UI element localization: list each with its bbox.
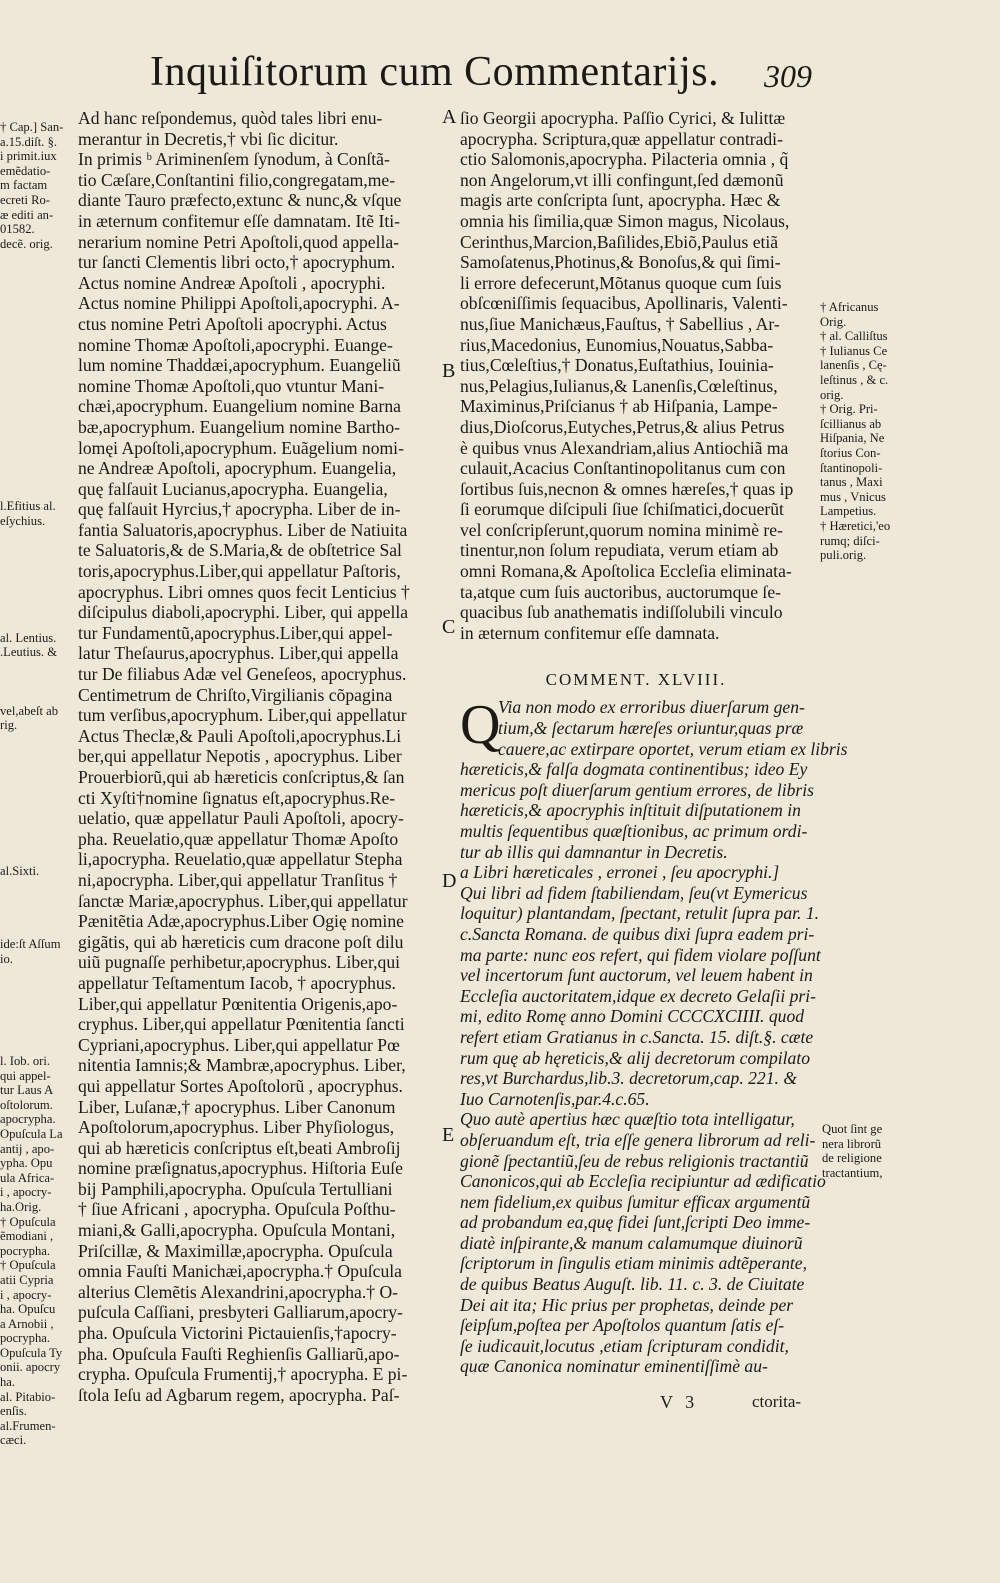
text-line: quę falſauit Lucianus,apocrypha. Euangelia, xyxy=(78,478,388,499)
margin-note: tanus , Maxi xyxy=(820,475,883,490)
comment-line: Eccleſia auctoritatem,idque ex decreto Gelaſii pri- xyxy=(460,985,816,1006)
comment-line: multis ſequentibus quæſtionibus, ac primum ordi- xyxy=(460,821,808,841)
text-line: bæ,apocryphum. Euangelium nomine Bartho- xyxy=(78,416,400,437)
right-margin-note-genera xyxy=(822,1122,918,1180)
comment-line: res,vt Burchardus,lib.3. decretorum,cap. 221. & xyxy=(460,1068,798,1089)
margin-note xyxy=(0,397,76,412)
text-line: qui appellatur Sortes Apoſtolorũ , apocryphus. xyxy=(78,1075,403,1096)
text-line: Liber,qui appellatur Pœnitentia Origenis,apo- xyxy=(78,993,398,1014)
text-line: nerarium nomine Petri Apoſtoli,quod appella- xyxy=(78,231,400,252)
comment-line: ſcriptorum in ſingulis etiam minimis adtẽperante, xyxy=(460,1253,807,1274)
margin-note xyxy=(0,966,76,981)
text-line: ta,atque cum ſuis auctoribus, auctorumque ſe- xyxy=(460,581,781,602)
margin-note: † Africanus xyxy=(820,300,879,314)
comment-line: loquitur) plantandam, ſpectant, retulit ſupra par. 1. xyxy=(460,903,820,924)
text-line: apocryphus. Libri omnes quos fecit Lenticius † xyxy=(78,581,410,602)
margin-note xyxy=(0,354,76,369)
page-number: 309 xyxy=(764,58,812,94)
text-line: te Saluatoris,& de S.Maria,& de obſtetrice Sal xyxy=(78,540,402,561)
margin-note: al. Lentius. xyxy=(0,630,57,645)
text-line: ſanctæ Mariæ,apocryphus. Liber,qui appellatur xyxy=(78,890,408,911)
margin-note: ſtorius Con- xyxy=(820,445,881,460)
text-line: obſcœniſſimis ſequacibus, Apollinaris, Valenti- xyxy=(460,293,788,314)
text-line: Cypriani,apocryphus. Liber,qui appellatur Pœ xyxy=(78,1034,400,1055)
text-line: diſcipulus diaboli,apocryphi. Liber, qui appella xyxy=(78,602,409,623)
margin-note xyxy=(0,543,76,558)
section-letter-e: E xyxy=(442,1124,455,1146)
margin-note: rig. xyxy=(0,718,18,733)
comment-line: Qui libri ad fidem ſtabiliendam, ſeu(vt Eymericus xyxy=(460,882,808,903)
text-line: pha. Opuſcula Fauſti Reghienſis Galliarũ,apo- xyxy=(78,1343,400,1364)
margin-note xyxy=(0,324,76,339)
margin-note: ha. Opuſcu xyxy=(0,1302,56,1317)
comment-line: hæreticis,& falſa dogmata continentibus; ideo Ey xyxy=(460,759,808,780)
text-line: tinentur,non ſolum repudiata, verum etiam ab xyxy=(460,540,779,561)
margin-note: vel,abeſt ab xyxy=(0,703,59,718)
comment-line: rum quę ab hęreticis,& alij decretorum compilato xyxy=(460,1047,811,1068)
running-title: Inquiſitorum cum Commentarijs. xyxy=(150,49,720,95)
comment-line: vel incertorum ſunt auctorum, vel leuem habent in xyxy=(460,965,813,986)
margin-note: Lampetius. xyxy=(820,504,877,519)
margin-note: de religione xyxy=(822,1151,882,1166)
margin-note: oſtolorum. xyxy=(0,1097,53,1112)
margin-note: ula Africa- xyxy=(0,1170,55,1185)
margin-note xyxy=(0,441,76,456)
comment-line: c.Sancta Romana. de quibus dixi ſupra eadem pri- xyxy=(460,923,815,944)
margin-note: enſis. xyxy=(0,1404,27,1419)
margin-note: al. Pitabio- xyxy=(0,1389,56,1404)
margin-note xyxy=(0,1010,76,1025)
comment-line: tium,& ſectarum hæreſes oriuntur,quas præ xyxy=(498,718,804,739)
margin-note xyxy=(0,426,76,441)
margin-note xyxy=(0,295,76,310)
margin-note: ecreti Ro- xyxy=(0,192,50,207)
comment-drop-lines xyxy=(460,694,848,759)
margin-note xyxy=(0,879,76,894)
margin-note xyxy=(0,1025,76,1040)
margin-note xyxy=(0,485,76,500)
text-line: qui ab hæreticis conſcriptus eſt,beati Ambroſij xyxy=(78,1137,401,1158)
comment-line: obſeruandum eſt, tria eſſe genera librorum ad reli- xyxy=(460,1129,816,1150)
margin-note xyxy=(0,981,76,996)
margin-note: al.Sixti. xyxy=(0,864,40,879)
text-line: Actus nomine Andreæ Apoſtoli , apocryphi. xyxy=(78,272,386,293)
left-column-text xyxy=(78,108,430,1405)
margin-note: Hiſpania, Ne xyxy=(820,431,885,446)
text-line: latur Theſaurus,apocryphus. Liber,qui appella xyxy=(78,643,399,664)
text-line: nus,ſiue Manichæus,Fauſtus, † Sabellius , Ar- xyxy=(460,313,780,334)
margin-note: ha. xyxy=(0,1375,16,1390)
comment-opening xyxy=(460,694,848,759)
margin-note: † Opuſcula xyxy=(0,1214,56,1229)
margin-note xyxy=(0,660,76,675)
text-line: in æternum confitemur eſſe damnata. xyxy=(460,622,720,643)
margin-note xyxy=(0,616,76,631)
text-line: Priſcillæ, & Maximillæ,apocrypha. Opuſcula xyxy=(78,1240,393,1261)
margin-note xyxy=(0,587,76,602)
comment-line: Via non modo ex erroribus diuerſarum gen- xyxy=(498,697,805,718)
text-line: ſtola Ieſu ad Agbarum regem, apocrypha. Paſ- xyxy=(78,1384,400,1405)
left-margin-notes xyxy=(0,120,76,1448)
comment-line: Iuo Carnotenſis,par.4.c.65. xyxy=(460,1088,650,1109)
margin-note: tur Laus A xyxy=(0,1083,54,1098)
margin-note xyxy=(0,383,76,398)
text-line: bij Pamphili,apocrypha. Opuſcula Tertulliani xyxy=(78,1178,393,1199)
text-line: ne Andreæ Apoſtoli, apocryphum. Euangelia, xyxy=(78,458,397,479)
text-line: appellatur Teſtamentum Iacob, † apocryphus. xyxy=(78,972,396,993)
text-line: li,apocrypha. Reuelatio,quæ appellatur Stepha xyxy=(78,849,403,870)
margin-note xyxy=(0,923,76,938)
text-line: tio Cæſare,Conſtantini filio,congregatam,me- xyxy=(78,169,396,190)
section-letter-d: D xyxy=(442,870,457,892)
margin-note: 01582. xyxy=(0,222,35,237)
comment-line: diatè inſpirante,& manum calamumque diuinorũ xyxy=(460,1232,803,1253)
margin-note: pocrypha. xyxy=(0,1243,51,1258)
comment-line: ad probandum ea,quę fidei ſunt,ſcripti Deo imme- xyxy=(460,1212,811,1233)
section-letter-a: A xyxy=(442,106,457,128)
margin-note xyxy=(0,310,76,325)
text-line: nomine præſignatus,apocryphus. Hiſtoria Euſe xyxy=(78,1158,403,1179)
margin-note: decẽ. orig. xyxy=(0,236,53,251)
comment-line: hæreticis,& apocryphis inſtituit diſputationem in xyxy=(460,800,801,821)
margin-note xyxy=(0,791,76,806)
comment-line: a Libri hæreticales , erronei , ſeu apocryphi.] xyxy=(460,862,780,883)
text-line: cti Xyſti†nomine ſignatus eſt,apocryphus.Re- xyxy=(78,787,396,808)
margin-note xyxy=(0,412,76,427)
margin-note: al.Frumen- xyxy=(0,1418,56,1433)
text-line: fantia Saluatoris,apocryphus. Liber de Natiuita xyxy=(78,519,408,540)
margin-note: onii. apocry xyxy=(0,1360,61,1375)
margin-note xyxy=(0,806,76,821)
text-line: rius,Macedonius, Eunomius,Nouatus,Sabba- xyxy=(460,334,774,355)
comment-line: cauere,ac extirpare oportet, verum etiam ex libris xyxy=(498,738,848,759)
text-line: vel conſcripſerunt,quorum nomina minimè re- xyxy=(460,519,783,540)
margin-note: antij , apo- xyxy=(0,1141,55,1156)
margin-note: puli.orig. xyxy=(820,548,867,563)
margin-note xyxy=(0,266,76,281)
section-letter-b: B xyxy=(442,360,456,382)
margin-note xyxy=(0,748,76,763)
margin-note xyxy=(0,733,76,748)
margin-note xyxy=(0,529,76,544)
margin-note xyxy=(0,850,76,865)
comment-body xyxy=(460,759,826,1377)
text-line: nomine Thomæ Apoſtoli,quo vtuntur Mani- xyxy=(78,375,385,396)
margin-note: l.Efitius al. xyxy=(0,499,56,514)
text-line: Apoſtolorum,apocryphus. Liber Phyſiologus, xyxy=(78,1117,395,1138)
margin-note xyxy=(0,572,76,587)
margin-note: ſcillianus ab xyxy=(820,416,882,431)
text-line: ctus nomine Petri Apoſtoli apocryphi. Actus xyxy=(78,313,387,334)
margin-note: pocrypha. xyxy=(0,1331,51,1346)
margin-note xyxy=(0,558,76,573)
text-line: Centimetrum de Chriſto,Virgilianis cõpagina xyxy=(78,684,393,705)
margin-note: ha.Orig. xyxy=(0,1199,42,1214)
margin-note xyxy=(0,470,76,485)
text-line: † ſiue Africani , apocrypha. Opuſcula Poſthu- xyxy=(78,1199,396,1220)
text-line: Actus nomine Philippi Apoſtoli,apocryphi. A- xyxy=(78,293,400,314)
comment-line: ſe iudicauit,locutus ,etiam ſcripturam condidit, xyxy=(460,1335,789,1356)
text-line: apocrypha. Scriptura,quæ appellatur contradi- xyxy=(460,128,783,149)
text-line: toris,apocryphus.Liber,qui appellatur Paſtoris, xyxy=(78,561,401,582)
text-line: quacibus ſub anathematis indiſſolubili vinculo xyxy=(460,602,783,623)
comment-line: nem fidelium,ex quibus ſumitur efficax argumentũ xyxy=(460,1191,811,1212)
text-line: tur ſancti Clementis libri octo,† apocryphum. xyxy=(78,252,396,273)
text-line: ſi eorumque diſcipuli ſiue ſchiſmatici,docuerũt xyxy=(460,499,784,520)
margin-note: emẽdatio- xyxy=(0,163,51,178)
margin-note: nera librorũ xyxy=(822,1136,882,1151)
margin-note: mus , Vnicus xyxy=(820,489,886,504)
margin-note: i primit.iux xyxy=(0,149,57,164)
margin-note: lanenſis , Cę- xyxy=(820,358,887,373)
margin-note xyxy=(0,762,76,777)
text-line: crypha. Opuſcula Frumentij,† apocrypha. E pi- xyxy=(78,1364,408,1385)
margin-note: l. Iob. ori. xyxy=(0,1054,51,1068)
text-line: uelatio, quæ appellatur Pauli Apoſtoli, apocry- xyxy=(78,808,404,829)
text-line: omnia his ſimilia,quæ Simon magus, Nicolaus, xyxy=(460,210,790,231)
margin-note xyxy=(0,821,76,836)
text-line: puſcula Caſſiani, presbyteri Galliarum,apocry- xyxy=(78,1302,403,1323)
margin-note: Opuſcula Ty xyxy=(0,1345,63,1360)
text-line: dius,Dioſcorus,Eutyches,Petrus,& alius Petrus xyxy=(460,416,785,437)
margin-note xyxy=(0,675,76,690)
text-line: pha. Reuelatio,quæ appellatur Thomæ Apoſto xyxy=(78,828,399,849)
text-line: lomęi Apoſtoli,apocryphum. Euãgelium nomi- xyxy=(78,437,404,458)
margin-note: atii Cypria xyxy=(0,1272,54,1287)
comment-line: Quo autè apertius hæc quæſtio tota intelligatur, xyxy=(460,1109,795,1130)
margin-note: io. xyxy=(0,951,13,966)
margin-note: apocrypha. xyxy=(0,1112,56,1127)
margin-note: m factam xyxy=(0,178,48,193)
margin-note: cæci. xyxy=(0,1433,27,1448)
margin-note xyxy=(0,281,76,296)
margin-note: Orig. xyxy=(820,314,847,329)
text-line: Actus Theclæ,& Pauli Apoſtoli,apocryphus.Li xyxy=(78,725,402,746)
comment-line: de quibus Beatus Auguſt. lib. 11. c. 3. de Ciuitate xyxy=(460,1274,805,1295)
text-line: miani,& Galli,apocrypha. Opuſcula Montani, xyxy=(78,1220,396,1241)
catchword: ctorita- xyxy=(752,1392,802,1411)
text-line: nomine Thomæ Apoſtoli,apocryphi. Euange- xyxy=(78,334,393,355)
comment-line: ſeipſum,poſtea per Apoſtolos quantum ſatis eſ- xyxy=(460,1315,785,1336)
comment-line: refert etiam Gratianus in c.Sancta. 15. diſt.§. cæte xyxy=(460,1026,814,1047)
margin-note xyxy=(0,368,76,383)
margin-note xyxy=(0,835,76,850)
margin-note: tractantium, xyxy=(822,1165,883,1180)
text-line: ber,qui appellatur Nepotis , apocryphus. Liber xyxy=(78,746,402,767)
text-line: merantur in Decretis,† vbi ſic dicitur. xyxy=(78,128,339,149)
comment-line: quæ Canonica nominatur eminentiſſimè au- xyxy=(460,1356,768,1377)
margin-note: orig. xyxy=(820,387,844,402)
margin-note xyxy=(0,1039,76,1054)
text-line: pha. Opuſcula Victorini Pictauienſis,†apocry- xyxy=(78,1323,397,1344)
text-line: ni,apocrypha. Liber,qui appellatur Tranſitus † xyxy=(78,869,398,890)
text-line: uiũ pugnaſſe perhibetur,apocryphus. Liber,qui xyxy=(78,952,401,973)
comment-line: tur ab illis qui damnantur in Decretis. xyxy=(460,841,728,862)
margin-note: † al. Calliſtus xyxy=(820,329,888,344)
margin-note: † Cap.] San- xyxy=(0,120,64,134)
signature-mark: V 3 xyxy=(660,1392,699,1412)
text-line: omni Romana,& Apoſtolica Eccleſia eliminata- xyxy=(460,561,792,582)
text-line: gigãtis, qui ab hæreticis cum dracone poſt dilu xyxy=(78,931,404,952)
text-line: culauit,Acacius Conſtantinopolitanus cum con xyxy=(460,458,786,479)
text-line: ctio Salomonis,apocrypha. Pilacteria omnia , q̃ xyxy=(460,149,789,170)
margin-note: ide:ſt Aſſum xyxy=(0,937,61,952)
text-line: Maximinus,Priſcianus † ab Hiſpania, Lampe- xyxy=(460,396,778,417)
margin-note: rumq; diſci- xyxy=(820,533,880,548)
text-line: chæi,apocryphum. Euangelium nomine Barna xyxy=(78,396,401,417)
text-line: è quibus vnus Alexandriam,alius Antiochiã ma xyxy=(460,437,789,458)
comment-heading: COMMENT. XLVIII. xyxy=(545,670,727,690)
margin-note: † Iulianus Ce xyxy=(820,343,888,358)
text-line: Prouerbiorũ,qui ab hæreticis conſcriptus,& ſan xyxy=(78,767,405,787)
margin-note xyxy=(0,893,76,908)
section-letter-c: C xyxy=(442,616,456,638)
text-line: Liber, Luſanæ,† apocryphus. Liber Canonum xyxy=(78,1096,396,1117)
margin-note: qui appel- xyxy=(0,1068,51,1083)
margin-note: eſychius. xyxy=(0,514,46,529)
margin-note xyxy=(0,996,76,1011)
text-line: magis arte conſcripta ſunt, apocrypha. Hæc & xyxy=(460,190,781,211)
decree-text-continued xyxy=(460,108,812,643)
margin-note: leſtinus , & c. xyxy=(820,372,889,387)
margin-note: æ editi an- xyxy=(0,207,54,222)
text-line: diante Tauro præfecto,extunc & nunc,& vſque xyxy=(78,190,402,211)
margin-note xyxy=(0,689,76,704)
margin-note xyxy=(0,602,76,617)
text-line: tum verſibus,apocryphum. Liber,qui appellatur xyxy=(78,705,407,726)
text-line: tur De filiabus Adæ vel Geneſeos, apocryphus. xyxy=(78,664,407,685)
text-line: In primis ᵇ Ariminenſem ſynodum, à Conſtã- xyxy=(78,149,390,170)
text-line: Samoſatenus,Photinus,& Bonoſus,& qui ſimi- xyxy=(460,252,781,273)
comment-line: mericus poſt diuerſarum gentium errores, de libris xyxy=(460,779,814,800)
text-line: quę falſauit Hyrcius,† apocrypha. Liber de in- xyxy=(78,499,401,520)
text-line: lum nomine Thaddæi,apocryphum. Euangeliũ xyxy=(78,355,401,376)
text-line: alterius Clemẽtis Alexandrini,apocrypha.† O- xyxy=(78,1281,399,1302)
margin-note xyxy=(0,456,76,471)
right-margin-notes xyxy=(820,300,912,563)
margin-note: a.15.diſt. §. xyxy=(0,134,58,149)
drop-cap: Q xyxy=(460,694,501,757)
comment-line: Dei ait ita; Hic prius per prophetas, deinde per xyxy=(460,1294,794,1315)
comment-line: ma parte: nunc eos refert, qui fidem violare poſſunt xyxy=(460,944,821,965)
margin-note xyxy=(0,777,76,792)
text-line: nus,Pelagius,Iulianus,& Lanenſis,Cœleſtinus, xyxy=(460,375,778,396)
margin-note: ypha. Opu xyxy=(0,1156,53,1171)
margin-note xyxy=(0,908,76,923)
margin-note: a Arnobii , xyxy=(0,1316,54,1331)
text-line: omnia Fauſti Manichæi,apocrypha.† Opuſcula xyxy=(78,1261,402,1282)
margin-note: † Opuſcula xyxy=(0,1258,56,1273)
text-line: in æternum confitemur eſſe damnatam. Itẽ Iti- xyxy=(78,210,400,231)
text-line: tius,Cœleſtius,† Donatus,Euſtathius, Iouinia- xyxy=(460,355,774,376)
comment-line: mi, edito Romę anno Domini CCCCXCIIII. quod xyxy=(460,1006,805,1027)
text-line: nitentia Iamnis;& Mambræ,apocryphus. Liber, xyxy=(78,1055,406,1076)
margin-note: † Orig. Pri- xyxy=(820,402,878,417)
margin-note: i , apocry- xyxy=(0,1287,52,1302)
text-line: ſortibus ſuis,necnon & omnes hæreſes,† quas ip xyxy=(460,478,794,499)
margin-note: i , apocry- xyxy=(0,1185,52,1200)
text-line: cryphus. Liber,qui appellatur Pœnitentia ſancti xyxy=(78,1014,405,1035)
text-line: Cerinthus,Marcion,Baſilides,Ebiõ,Paulus etiã xyxy=(460,231,779,252)
margin-note: ſtantinopoli- xyxy=(820,460,883,475)
text-line: Pænitẽtia Adæ,apocryphus.Liber Ogię nomine xyxy=(78,911,404,932)
margin-note: Opuſcula La xyxy=(0,1126,63,1141)
margin-note xyxy=(0,251,76,266)
text-line: Ad hanc reſpondemus, quòd tales libri enu- xyxy=(78,108,383,128)
comment-line: Canonicos,qui ab Eccleſia recipiuntur ad ædificatio xyxy=(460,1171,826,1192)
comment-line: gionẽ ſpectantiũ,ſeu de rebus religionis tractantiũ xyxy=(460,1150,809,1171)
margin-note: Quot ſint ge xyxy=(822,1122,883,1136)
margin-note: ẽmodiani , xyxy=(0,1229,54,1244)
text-line: ſio Georgii apocrypha. Paſſio Cyrici, & Iulittæ xyxy=(460,108,786,128)
margin-note: † Hæretici,'eo xyxy=(820,518,891,533)
text-line: non Angelorum,vt illi confingunt,ſed dæmonũ xyxy=(460,169,784,190)
text-line: tur Fundamentũ,apocryphus.Liber,qui appel- xyxy=(78,622,393,643)
margin-note: .Leutius. & xyxy=(0,645,58,660)
margin-note xyxy=(0,339,76,354)
text-line: li errore defecerunt,Mõtanus quoque cum ſuis xyxy=(460,272,782,293)
